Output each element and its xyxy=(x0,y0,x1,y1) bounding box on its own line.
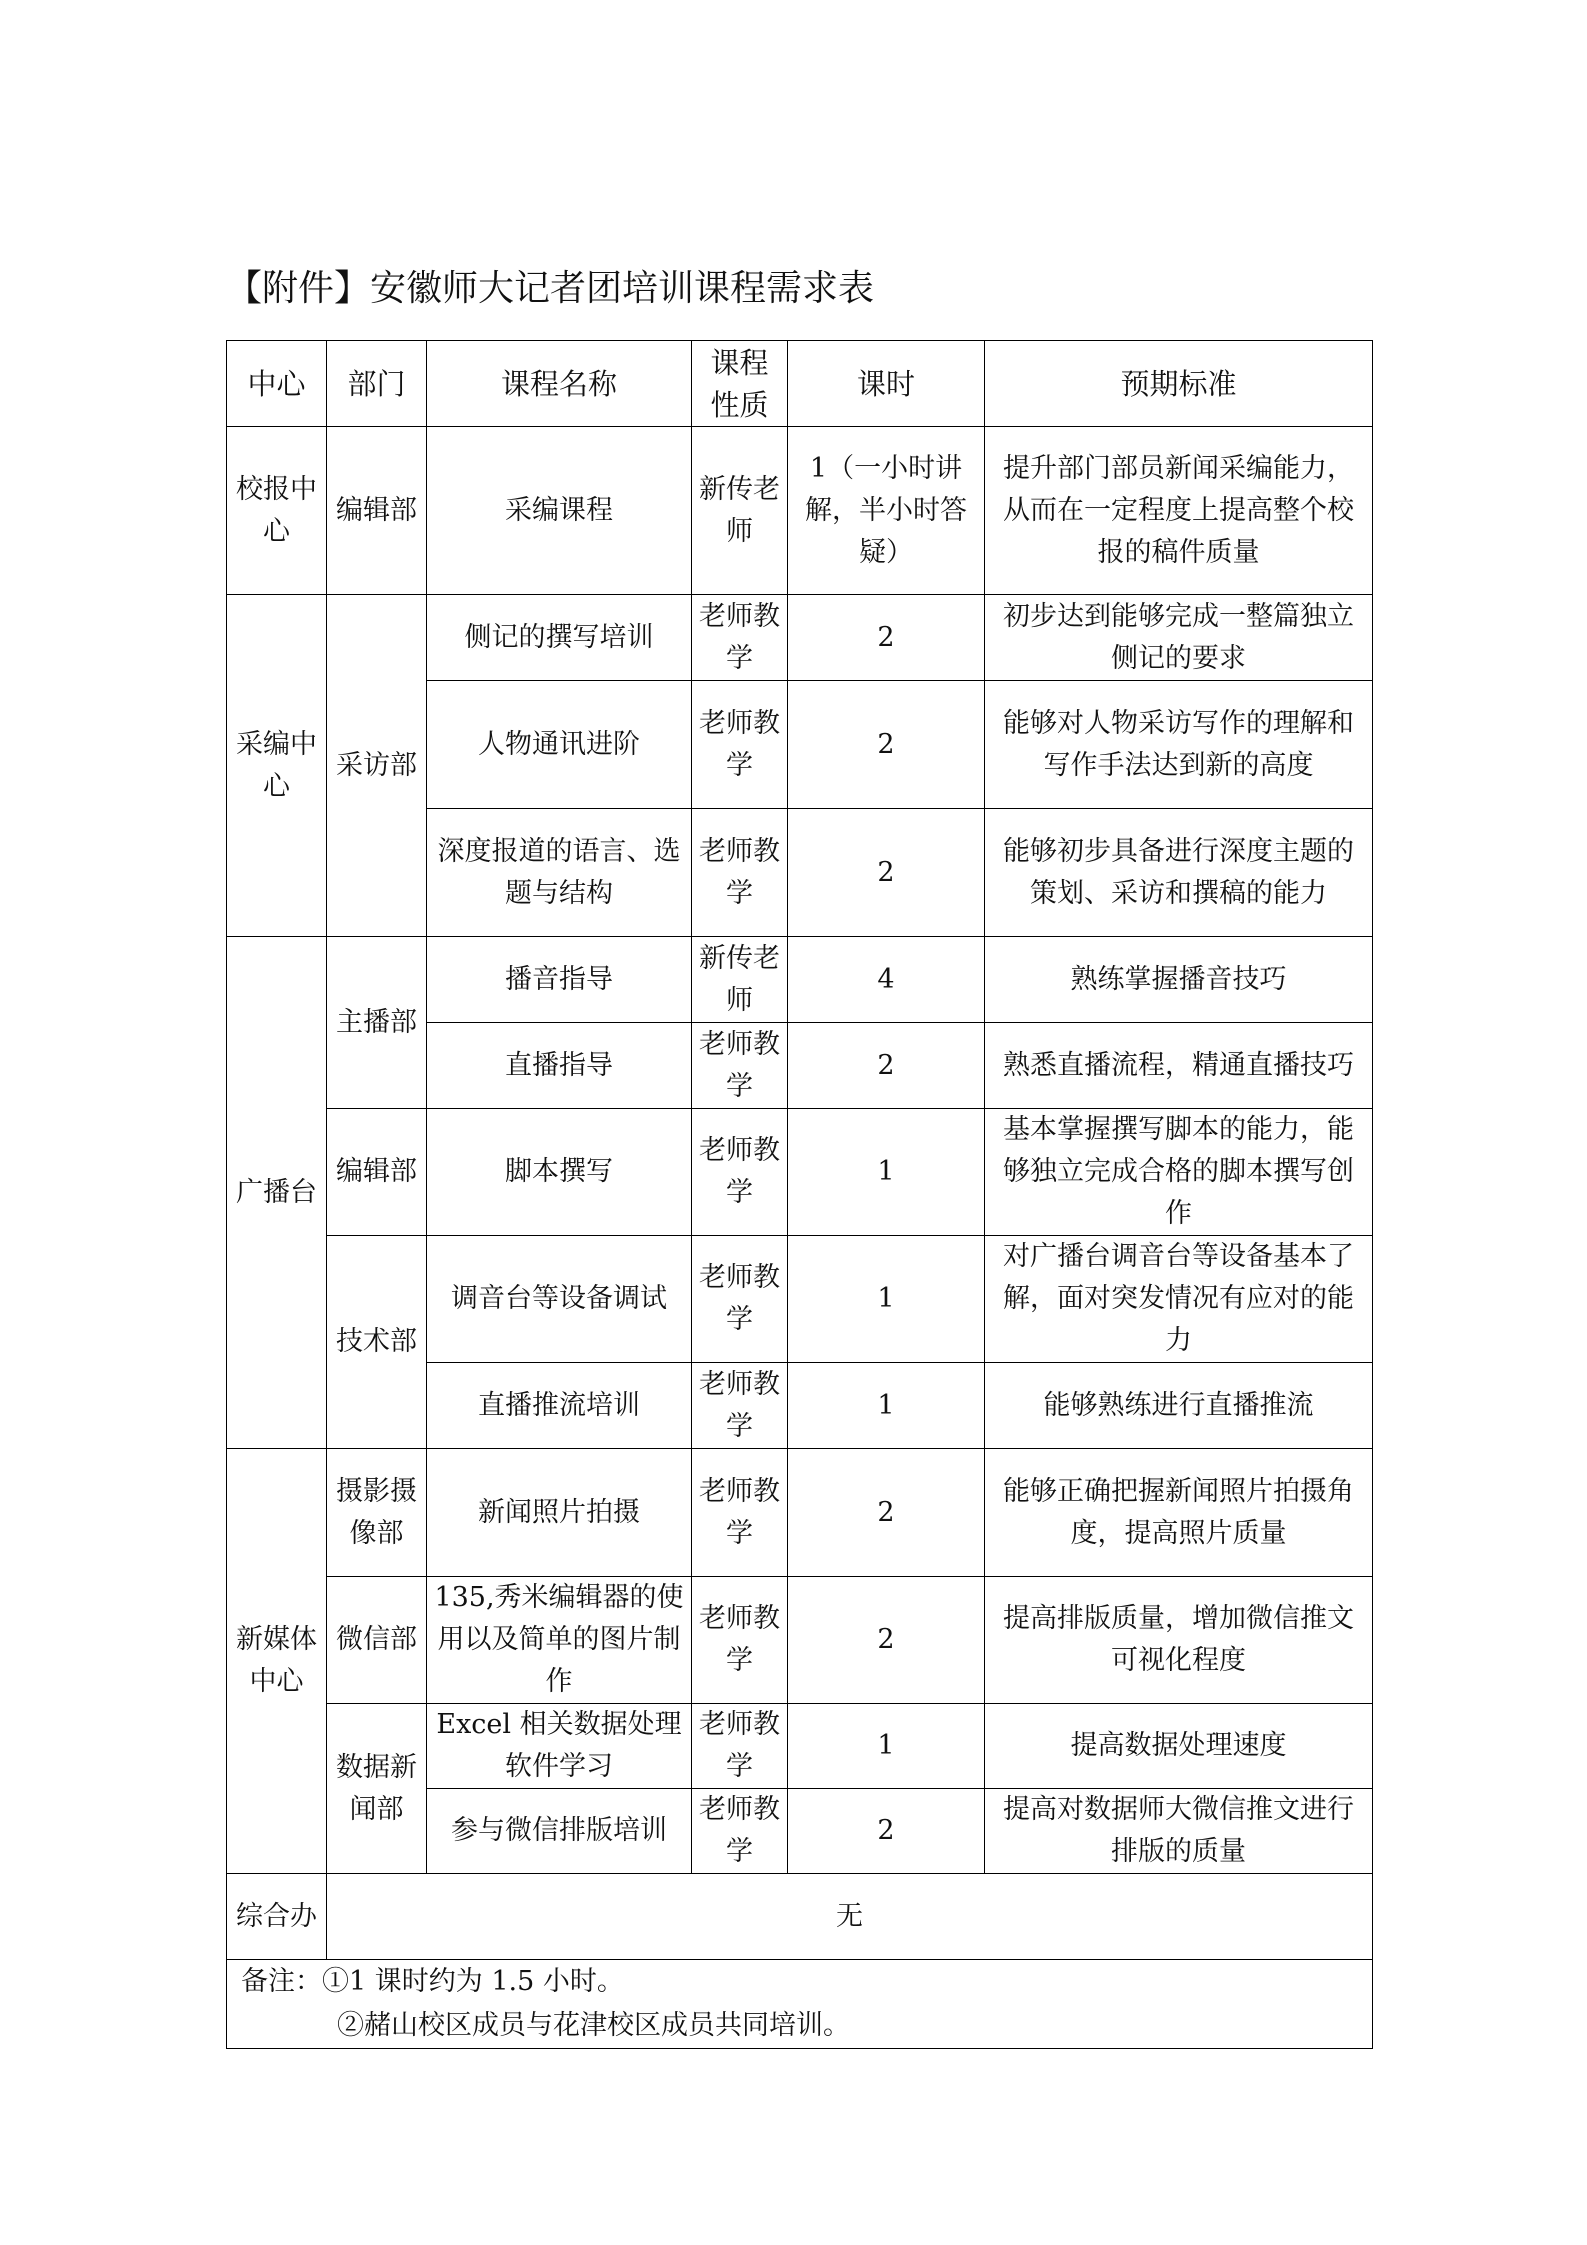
nature-cell: 老师教学 xyxy=(692,1023,788,1109)
course-cell: 人物通讯进阶 xyxy=(427,681,692,809)
hours-cell: 4 xyxy=(788,937,985,1023)
standard-cell: 能够对人物采访写作的理解和写作手法达到新的高度 xyxy=(985,681,1373,809)
table-row xyxy=(227,1449,1373,1577)
center-cell: 校报中心 xyxy=(227,427,327,595)
table-row xyxy=(227,937,1373,1023)
notes-label: 备注： xyxy=(241,1966,322,1997)
table-row xyxy=(227,595,1373,681)
dept-cell: 微信部 xyxy=(327,1577,427,1704)
course-cell: 直播推流培训 xyxy=(427,1363,692,1449)
hours-cell: 2 xyxy=(788,1789,985,1874)
nature-cell: 老师教学 xyxy=(692,1789,788,1874)
standard-cell: 提高排版质量，增加微信推文可视化程度 xyxy=(985,1577,1373,1704)
office-content-cell: 无 xyxy=(327,1874,1373,1960)
course-cell: 播音指导 xyxy=(427,937,692,1023)
nature-cell: 老师教学 xyxy=(692,1236,788,1363)
course-cell: 新闻照片拍摄 xyxy=(427,1449,692,1577)
standard-cell: 提升部门部员新闻采编能力，从而在一定程度上提高整个校报的稿件质量 xyxy=(985,427,1373,595)
table-row xyxy=(227,1874,1373,1960)
standard-cell: 熟悉直播流程，精通直播技巧 xyxy=(985,1023,1373,1109)
hours-cell: 2 xyxy=(788,681,985,809)
notes-row xyxy=(227,1960,1373,2049)
course-cell: 参与微信排版培训 xyxy=(427,1789,692,1874)
course-cell: 深度报道的语言、选题与结构 xyxy=(427,809,692,937)
header-nature: 课程性质 xyxy=(692,341,788,427)
nature-cell: 老师教学 xyxy=(692,1577,788,1704)
hours-cell: 2 xyxy=(788,595,985,681)
header-row xyxy=(227,341,1373,427)
course-cell: 脚本撰写 xyxy=(427,1109,692,1236)
note-line-1 xyxy=(241,1960,1358,2004)
standard-cell: 能够初步具备进行深度主题的策划、采访和撰稿的能力 xyxy=(985,809,1373,937)
header-dept: 部门 xyxy=(327,341,427,427)
course-cell: 采编课程 xyxy=(427,427,692,595)
nature-cell: 新传老师 xyxy=(692,427,788,595)
header-course: 课程名称 xyxy=(427,341,692,427)
course-cell: 侧记的撰写培训 xyxy=(427,595,692,681)
center-cell: 新媒体中心 xyxy=(227,1449,327,1874)
hours-cell: 1 xyxy=(788,1363,985,1449)
hours-cell: 2 xyxy=(788,1577,985,1704)
standard-cell: 提高数据处理速度 xyxy=(985,1704,1373,1789)
nature-cell: 老师教学 xyxy=(692,1704,788,1789)
note-1: ①1 课时约为 1.5 小时。 xyxy=(322,1966,624,1997)
standard-cell: 熟练掌握播音技巧 xyxy=(985,937,1373,1023)
table-row xyxy=(227,1577,1373,1704)
hours-cell: 1 xyxy=(788,1236,985,1363)
dept-cell: 摄影摄像部 xyxy=(327,1449,427,1577)
standard-cell: 对广播台调音台等设备基本了解，面对突发情况有应对的能力 xyxy=(985,1236,1373,1363)
dept-cell: 技术部 xyxy=(327,1236,427,1449)
nature-cell: 老师教学 xyxy=(692,1109,788,1236)
note-2: ②赭山校区成员与花津校区成员共同培训。 xyxy=(337,2010,850,2041)
standard-cell: 能够熟练进行直播推流 xyxy=(985,1363,1373,1449)
hours-cell: 2 xyxy=(788,809,985,937)
hours-cell: 2 xyxy=(788,1449,985,1577)
course-cell: 直播指导 xyxy=(427,1023,692,1109)
header-center: 中心 xyxy=(227,341,327,427)
hours-cell: 1 xyxy=(788,1109,985,1236)
dept-cell: 数据新闻部 xyxy=(327,1704,427,1874)
nature-cell: 老师教学 xyxy=(692,809,788,937)
center-cell: 采编中心 xyxy=(227,595,327,937)
nature-cell: 新传老师 xyxy=(692,937,788,1023)
hours-cell: 1（一小时讲解，半小时答疑） xyxy=(788,427,985,595)
hours-cell: 2 xyxy=(788,1023,985,1109)
table-row xyxy=(227,1236,1373,1363)
course-table xyxy=(226,340,1373,2049)
document-title: 【附件】安徽师大记者团培训课程需求表 xyxy=(226,268,875,309)
table-row xyxy=(227,427,1373,595)
standard-cell: 提高对数据师大微信推文进行排版的质量 xyxy=(985,1789,1373,1874)
header-hours: 课时 xyxy=(788,341,985,427)
dept-cell: 主播部 xyxy=(327,937,427,1109)
nature-cell: 老师教学 xyxy=(692,1449,788,1577)
course-cell: 135,秀米编辑器的使用以及简单的图片制作 xyxy=(427,1577,692,1704)
nature-cell: 老师教学 xyxy=(692,681,788,809)
nature-cell: 老师教学 xyxy=(692,1363,788,1449)
dept-cell: 编辑部 xyxy=(327,1109,427,1236)
table-row xyxy=(227,1109,1373,1236)
table-row xyxy=(227,1704,1373,1789)
hours-cell: 1 xyxy=(788,1704,985,1789)
standard-cell: 能够正确把握新闻照片拍摄角度，提高照片质量 xyxy=(985,1449,1373,1577)
standard-cell: 基本掌握撰写脚本的能力，能够独立完成合格的脚本撰写创作 xyxy=(985,1109,1373,1236)
course-cell: 调音台等设备调试 xyxy=(427,1236,692,1363)
course-cell: Excel 相关数据处理软件学习 xyxy=(427,1704,692,1789)
center-cell: 广播台 xyxy=(227,937,327,1449)
nature-cell: 老师教学 xyxy=(692,595,788,681)
dept-cell: 编辑部 xyxy=(327,427,427,595)
standard-cell: 初步达到能够完成一整篇独立侧记的要求 xyxy=(985,595,1373,681)
notes-cell xyxy=(227,1960,1373,2049)
center-cell: 综合办 xyxy=(227,1874,327,1960)
header-standard: 预期标准 xyxy=(985,341,1373,427)
dept-cell: 采访部 xyxy=(327,595,427,937)
